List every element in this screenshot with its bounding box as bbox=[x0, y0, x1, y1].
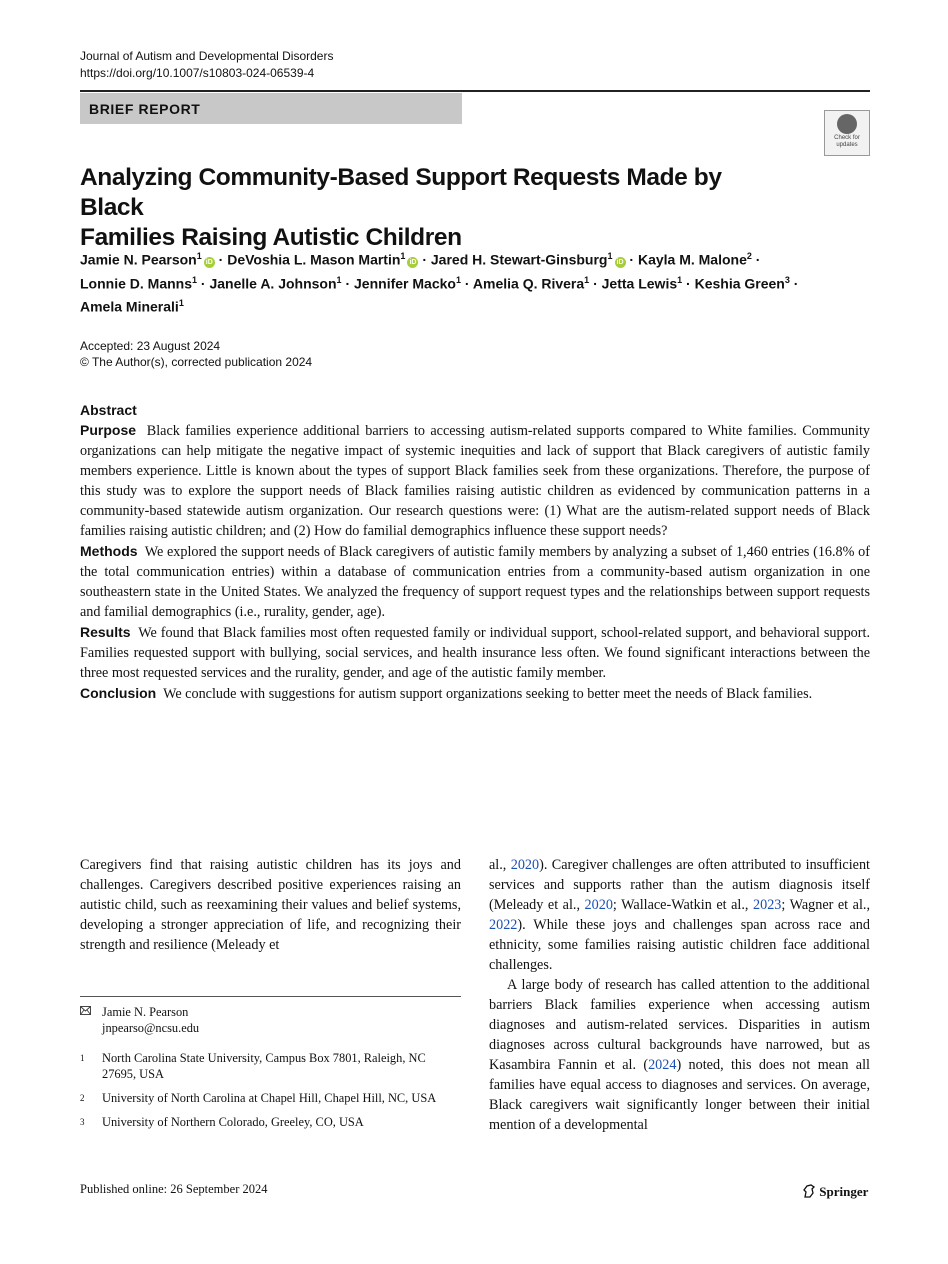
author-line-2 bbox=[80, 270, 840, 294]
author-separator: · bbox=[789, 275, 799, 292]
article-type-badge bbox=[80, 93, 462, 124]
methods-text: We explored the support needs of Black caregivers of autistic family members by analyzing a subset of 1,460 entries (16.8% of the total communication entries) within a database of communication entries from a community-based autism organization in one southeastern state in the United States. We analyzed the frequency of support request types and the relationships between support requests and familial demographics (i.e., rurality, gender, age). bbox=[80, 544, 870, 620]
purpose-label: Purpose bbox=[80, 422, 137, 438]
text-run: A large body of research has called attention to the additional barriers Black families experience when accessing autism diagnoses and autism-related services. Disparities in autism diagnoses across cultural backgrounds have narrowed, but as Kasambira Fannin et al. ( bbox=[489, 977, 870, 1073]
check-updates-icon bbox=[837, 114, 857, 134]
header-rule bbox=[80, 90, 870, 92]
springer-horse-icon bbox=[802, 1184, 819, 1199]
affiliation-text: North Carolina State University, Campus Box 7801, Raleigh, NC 27695, USA bbox=[102, 1051, 426, 1081]
abstract-heading: Abstract bbox=[80, 402, 137, 418]
text-run: ). Caregiver challenges are often attributed to insufficient services and supports rather than the autism diagnosis itself (Meleady et al., bbox=[489, 857, 870, 913]
published-online: Published online: 26 September 2024 bbox=[80, 1182, 268, 1196]
journal-header bbox=[80, 48, 333, 82]
author-name[interactable]: Jared H. Stewart-Ginsburg bbox=[430, 251, 608, 268]
affiliation-number: 1 bbox=[80, 1053, 85, 1063]
text-run: ). While these joys and challenges span across race and ethnicity, some families raising autistic children face additional challenges. bbox=[489, 917, 870, 973]
article-type-label: BRIEF REPORT bbox=[89, 101, 201, 117]
body-paragraph-1-cont bbox=[489, 855, 870, 975]
citation-link[interactable]: 2023 bbox=[753, 897, 782, 913]
author-name[interactable]: Jamie N. Pearson bbox=[80, 251, 197, 268]
publisher-name: Springer bbox=[819, 1184, 869, 1199]
citation-link[interactable]: 2020 bbox=[510, 857, 540, 873]
citation-link[interactable]: 2020 bbox=[584, 897, 613, 913]
affiliation-number: 2 bbox=[80, 1093, 85, 1103]
conclusion-text: We conclude with suggestions for autism support organizations seeking to better meet the needs of Black families. bbox=[163, 686, 813, 702]
check-updates-text-2: updates bbox=[836, 142, 858, 148]
author-separator: · bbox=[197, 275, 210, 292]
text-run: ) noted, this does not mean all families have equal access to diagnoses and services. On average, Black caregivers wait significantly longer between their initial mention of a developmental bbox=[489, 1057, 870, 1133]
author-list bbox=[80, 246, 840, 317]
title-line-1: Analyzing Community-Based Support Requests Made by Black bbox=[80, 164, 722, 221]
body-column-left bbox=[80, 855, 461, 955]
author-separator: · bbox=[214, 251, 228, 268]
orcid-icon[interactable]: iD bbox=[205, 258, 213, 266]
corresponding-author bbox=[80, 1004, 461, 1036]
accepted-date: Accepted: 23 August 2024 bbox=[80, 339, 221, 353]
abstract-section bbox=[80, 400, 870, 704]
article-dates bbox=[80, 338, 312, 370]
doi-link[interactable]: https://doi.org/10.1007/s10803-024-06539-4 bbox=[80, 66, 315, 80]
affiliation-3 bbox=[80, 1114, 461, 1130]
purpose-text: Black families experience additional barriers to accessing autism-related supports compared to White families. Community organizations can help mitigate the negative impact of systemic inequities and lack of support that Black caregivers of autistic family members experience. Little is known about the types of support Black families seek from these organizations. Therefore, the purpose of this study was to explore the support needs of Black families raising autistic children as evidenced by communication patterns in a community-based statewide autism organization. Our research questions were: (1) What are the autism-related support needs of Black families raising autistic children; and (2) How do familial demographics influence these support needs? bbox=[80, 423, 871, 539]
copyright-line: © The Author(s), corrected publication 2024 bbox=[80, 355, 313, 369]
check-updates-text-1: Check for bbox=[834, 135, 860, 141]
author-separator: · bbox=[682, 275, 695, 292]
author-separator: · bbox=[341, 275, 355, 292]
journal-name: Journal of Autism and Developmental Disorders bbox=[80, 49, 334, 63]
author-name[interactable]: Janelle A. Johnson bbox=[209, 275, 337, 292]
author-affiliation-sup: 1 bbox=[607, 251, 613, 261]
affiliation-number: 3 bbox=[80, 1117, 85, 1127]
abstract-methods bbox=[80, 541, 870, 622]
affiliation-2 bbox=[80, 1090, 461, 1106]
author-name[interactable]: Kayla M. Malone bbox=[637, 251, 747, 268]
text-run: ; Wallace-Watkin et al., bbox=[612, 897, 753, 913]
publisher-logo bbox=[802, 1184, 868, 1200]
author-line-3 bbox=[80, 293, 840, 317]
footnote-rule bbox=[80, 996, 461, 997]
author-affiliation-sup: 1 bbox=[336, 274, 342, 285]
author-separator: · bbox=[589, 275, 602, 292]
orcid-icon[interactable]: iD bbox=[616, 258, 624, 266]
affiliation-text: University of North Carolina at Chapel Hill, Chapel Hill, NC, USA bbox=[102, 1091, 437, 1105]
author-affiliation-sup: 1 bbox=[455, 274, 461, 285]
abstract-purpose bbox=[80, 420, 870, 541]
abstract-conclusion bbox=[80, 683, 870, 704]
author-separator: · bbox=[625, 251, 638, 268]
author-affiliation-sup: 1 bbox=[400, 251, 406, 261]
author-name[interactable]: Jennifer Macko bbox=[354, 275, 456, 292]
body-column-right bbox=[489, 855, 870, 1135]
affiliation-text: University of Northern Colorado, Greeley, CO, USA bbox=[102, 1115, 364, 1129]
envelope-icon bbox=[80, 1004, 91, 1020]
orcid-icon[interactable]: iD bbox=[409, 258, 417, 266]
author-affiliation-sup: 2 bbox=[746, 251, 752, 261]
affiliation-1 bbox=[80, 1050, 461, 1082]
author-separator: · bbox=[751, 251, 761, 268]
title-line-2: Families Raising Autistic Children bbox=[80, 224, 462, 251]
author-affiliation-sup: 1 bbox=[192, 274, 198, 285]
body-paragraph-1: Caregivers find that raising autistic children has its joys and challenges. Caregivers described positive experiences raising an autistic child, such as reexamining their values and belief systems, developing a stronger appreciation of life, and recognizing their strength and resilience (Meleady et bbox=[80, 857, 461, 953]
check-for-updates-button[interactable] bbox=[824, 110, 870, 156]
citation-link[interactable]: 2024 bbox=[648, 1057, 677, 1073]
body-paragraph-2 bbox=[489, 975, 870, 1135]
results-label: Results bbox=[80, 624, 131, 640]
author-affiliation-sup: 1 bbox=[196, 251, 202, 261]
citation-link[interactable]: 2022 bbox=[489, 917, 518, 933]
conclusion-label: Conclusion bbox=[80, 685, 157, 701]
author-separator: · bbox=[460, 275, 473, 292]
author-name[interactable]: Lonnie D. Manns bbox=[80, 275, 192, 292]
author-affiliation-sup: 1 bbox=[677, 274, 683, 285]
author-name[interactable]: Jetta Lewis bbox=[601, 275, 678, 292]
corresponding-name: Jamie N. Pearson bbox=[102, 1005, 189, 1019]
methods-label: Methods bbox=[80, 543, 138, 559]
results-text: We found that Black families most often requested family or individual support, school-related support, and behavioral support. Families requested support with bullying, social services, and health insurance less often. We found significant interactions between the three most requested services and the rurality, gender, and age of the autistic family member. bbox=[80, 625, 870, 681]
abstract-results bbox=[80, 622, 870, 683]
author-affiliation-sup: 1 bbox=[178, 298, 184, 309]
author-name[interactable]: Amelia Q. Rivera bbox=[472, 275, 585, 292]
footnotes bbox=[80, 1004, 461, 1138]
author-name[interactable]: Keshia Green bbox=[694, 275, 785, 292]
corresponding-email[interactable]: jnpearso@ncsu.edu bbox=[102, 1021, 200, 1035]
author-line-1 bbox=[80, 246, 840, 270]
author-separator: · bbox=[418, 251, 431, 268]
author-name[interactable]: Amela Minerali bbox=[80, 298, 179, 315]
text-run: al., bbox=[489, 857, 511, 873]
author-affiliation-sup: 1 bbox=[584, 274, 590, 285]
author-name[interactable]: DeVoshia L. Mason Martin bbox=[227, 251, 401, 268]
article-title bbox=[80, 163, 780, 253]
text-run: ; Wagner et al., bbox=[781, 897, 870, 913]
author-affiliation-sup: 3 bbox=[784, 274, 790, 285]
